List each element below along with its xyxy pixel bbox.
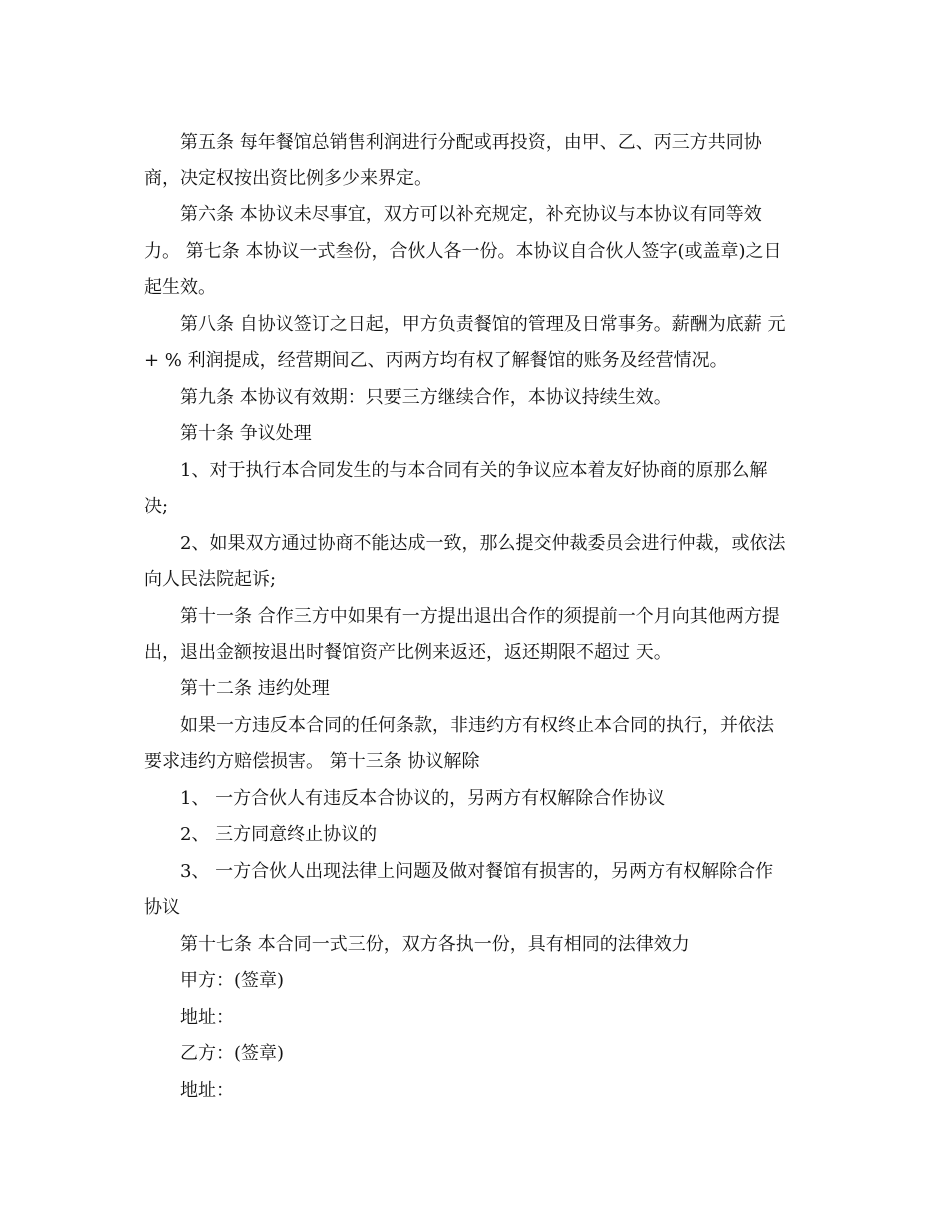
text-line	[0, 346, 950, 376]
text-line	[0, 492, 950, 522]
text-line	[0, 1003, 950, 1033]
text-line	[0, 820, 950, 850]
text-line	[0, 529, 950, 559]
line-text: 向人民法院起诉;	[144, 569, 277, 590]
text-line	[0, 419, 950, 449]
text-line	[0, 237, 950, 267]
text-line	[0, 747, 950, 777]
text-line	[0, 674, 950, 704]
line-text: 2、 三方同意终止协议的	[180, 824, 378, 845]
line-text: 1、对于执行本合同发生的与本合同有关的争议应本着友好协商的原那么解	[180, 460, 768, 481]
text-line	[0, 857, 950, 887]
line-text: 甲方：(签章)	[180, 970, 285, 991]
line-text: 力。 第七条 本协议一式叁份，合伙人各一份。本协议自合伙人签字(或盖章)之日	[144, 241, 782, 262]
line-text: 3、 一方合伙人出现法律上问题及做对餐馆有损害的，另两方有权解除合作	[180, 861, 774, 882]
line-text: 起生效。	[144, 277, 216, 298]
line-text: 如果一方违反本合同的任何条款，非违约方有权终止本合同的执行，并依法	[180, 715, 774, 736]
text-line	[0, 638, 950, 668]
text-line	[0, 128, 950, 158]
line-text: 要求违约方赔偿损害。 第十三条 协议解除	[144, 751, 480, 772]
text-line	[0, 893, 950, 923]
line-text: 协议	[144, 897, 180, 918]
text-line	[0, 966, 950, 996]
text-line	[0, 711, 950, 741]
line-text: 地址：	[180, 1080, 234, 1101]
text-line	[0, 200, 950, 230]
line-text: 1、 一方合伙人有违反本合协议的，另两方有权解除合作协议	[180, 788, 666, 809]
line-text: 第十二条 违约处理	[180, 678, 330, 699]
text-line	[0, 784, 950, 814]
line-text: + % 利润提成，经营期间乙、丙两方均有权了解餐馆的账务及经营情况。	[144, 350, 728, 371]
line-text: 决;	[144, 496, 169, 517]
line-text: 第九条 本协议有效期：只要三方继续合作，本协议持续生效。	[180, 387, 672, 408]
line-text: 商，决定权按出资比例多少来界定。	[144, 168, 432, 189]
line-text: 乙方：(签章)	[180, 1043, 285, 1064]
line-text: 第十条 争议处理	[180, 423, 312, 444]
line-text: 第十一条 合作三方中如果有一方提出退出合作的须提前一个月向其他两方提	[180, 606, 780, 627]
text-line	[0, 602, 950, 632]
text-line	[0, 565, 950, 595]
line-text: 第十七条 本合同一式三份，双方各执一份，具有相同的法律效力	[180, 934, 690, 955]
text-line	[0, 1076, 950, 1106]
text-line	[0, 273, 950, 303]
text-line	[0, 1039, 950, 1069]
text-line	[0, 310, 950, 340]
text-line	[0, 164, 950, 194]
line-text: 第五条 每年餐馆总销售利润进行分配或再投资，由甲、乙、丙三方共同协	[180, 132, 762, 153]
line-text: 出，退出金额按退出时餐馆资产比例来返还，返还期限不超过 天。	[144, 642, 672, 663]
line-text: 第六条 本协议未尽事宜，双方可以补充规定，补充协议与本协议有同等效	[180, 204, 762, 225]
text-line	[0, 456, 950, 486]
text-line	[0, 383, 950, 413]
line-text: 第八条 自协议签订之日起，甲方负责餐馆的管理及日常事务。薪酬为底薪 元	[180, 314, 786, 335]
text-line	[0, 930, 950, 960]
line-text: 2、如果双方通过协商不能达成一致，那么提交仲裁委员会进行仲裁，或依法	[180, 533, 786, 554]
line-text: 地址：	[180, 1007, 234, 1028]
